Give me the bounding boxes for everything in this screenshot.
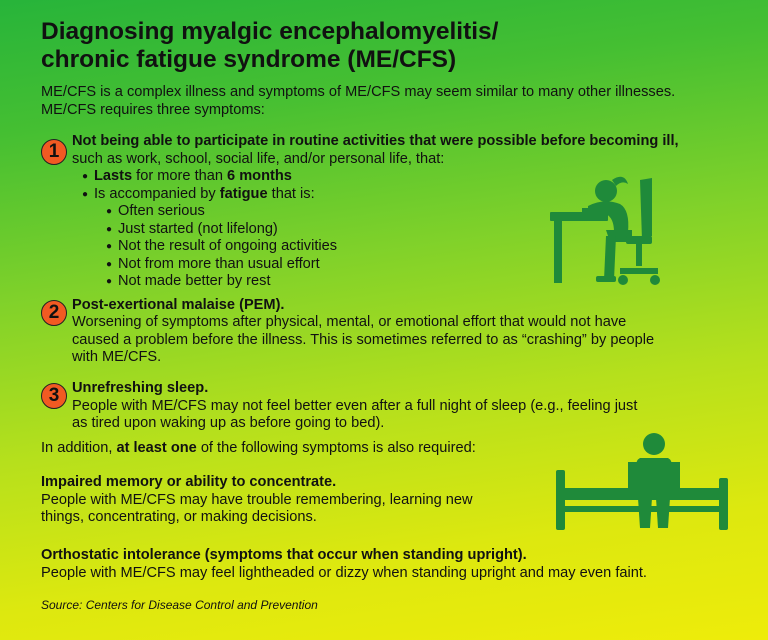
bullet-dot-icon: ● xyxy=(82,171,89,182)
memory-section: Impaired memory or ability to concentrate. People with ME/CFS may have trouble remembering, learning new things, concentrating, or making decisions. xyxy=(41,474,473,525)
orthostatic-section: Orthostatic intolerance (symptoms that occur when standing upright). People with ME/CFS may feel lightheaded or dizzy when standing upright and may even faint. xyxy=(41,547,647,581)
bullet-fatigue: ● Is accompanied by fatigue that is: xyxy=(82,185,315,202)
sub-bullet: ● Not made better by rest xyxy=(106,273,271,289)
bullet-dot-icon: ● xyxy=(106,223,113,235)
sub-bullet: ● Not the result of ongoing activities xyxy=(106,238,338,254)
person-sitting-on-bed-icon xyxy=(554,432,730,532)
memory-heading: Impaired memory or ability to concentrate. xyxy=(41,474,337,490)
intro-line-2: ME/CFS requires three symptoms: xyxy=(41,102,265,118)
bullet-dot-icon: ● xyxy=(82,188,89,200)
symptom-number-3: 3 xyxy=(41,383,67,409)
sub-bullet: ● Just started (not lifelong) xyxy=(106,220,278,237)
title-line-1: Diagnosing myalgic encephalomyelitis/ xyxy=(41,18,499,45)
bullet-dot-icon: ● xyxy=(106,258,113,270)
symptom-3: Unrefreshing sleep. People with ME/CFS may not feel better even after a full night of sleep (e.g., feeling just as tired upon waking up as before going to bed). xyxy=(72,380,638,431)
symptom-2-description: Worsening of symptoms after physical, mental, or emotional effort that would not have caused a problem before the illness. This is sometimes referred to as “crashing” by people with ME/CFS. xyxy=(72,314,655,365)
addition-paragraph: In addition, at least one of the following symptoms is also required: xyxy=(41,440,476,456)
person-slumped-at-desk-icon xyxy=(548,170,660,288)
intro-line-1: ME/CFS is a complex illness and symptoms of ME/CFS may seem similar to many other illnesses. xyxy=(41,84,676,100)
title-line-2: chronic fatigue syndrome (ME/CFS) xyxy=(41,46,457,73)
bullet-dot-icon: ● xyxy=(106,276,113,287)
orthostatic-heading: Orthostatic intolerance (symptoms that occur when standing upright). xyxy=(41,547,527,563)
symptom-number-1: 1 xyxy=(41,139,67,165)
source-credit: Source: Centers for Disease Control and Prevention xyxy=(41,598,318,612)
symptom-2 xyxy=(72,297,285,315)
intro-paragraph xyxy=(41,83,761,119)
sub-bullet: ● Often serious xyxy=(106,203,205,219)
bullet-lasts: ● Lasts for more than 6 months xyxy=(82,168,292,184)
symptom-2-heading: Post-exertional malaise (PEM). xyxy=(72,297,285,313)
symptom-3-heading: Unrefreshing sleep. xyxy=(72,380,209,396)
page-title xyxy=(41,18,741,74)
symptom-1-heading: Not being able to participate in routine activities that were possible before becoming ill, xyxy=(72,133,679,149)
bullet-dot-icon: ● xyxy=(106,241,113,252)
bullet-dot-icon: ● xyxy=(106,206,113,217)
symptom-number-2: 2 xyxy=(41,300,67,326)
symptom-1-subline: such as work, school, social life, and/or personal life, that: xyxy=(72,150,445,167)
sub-bullet: ● Not from more than usual effort xyxy=(106,255,320,272)
